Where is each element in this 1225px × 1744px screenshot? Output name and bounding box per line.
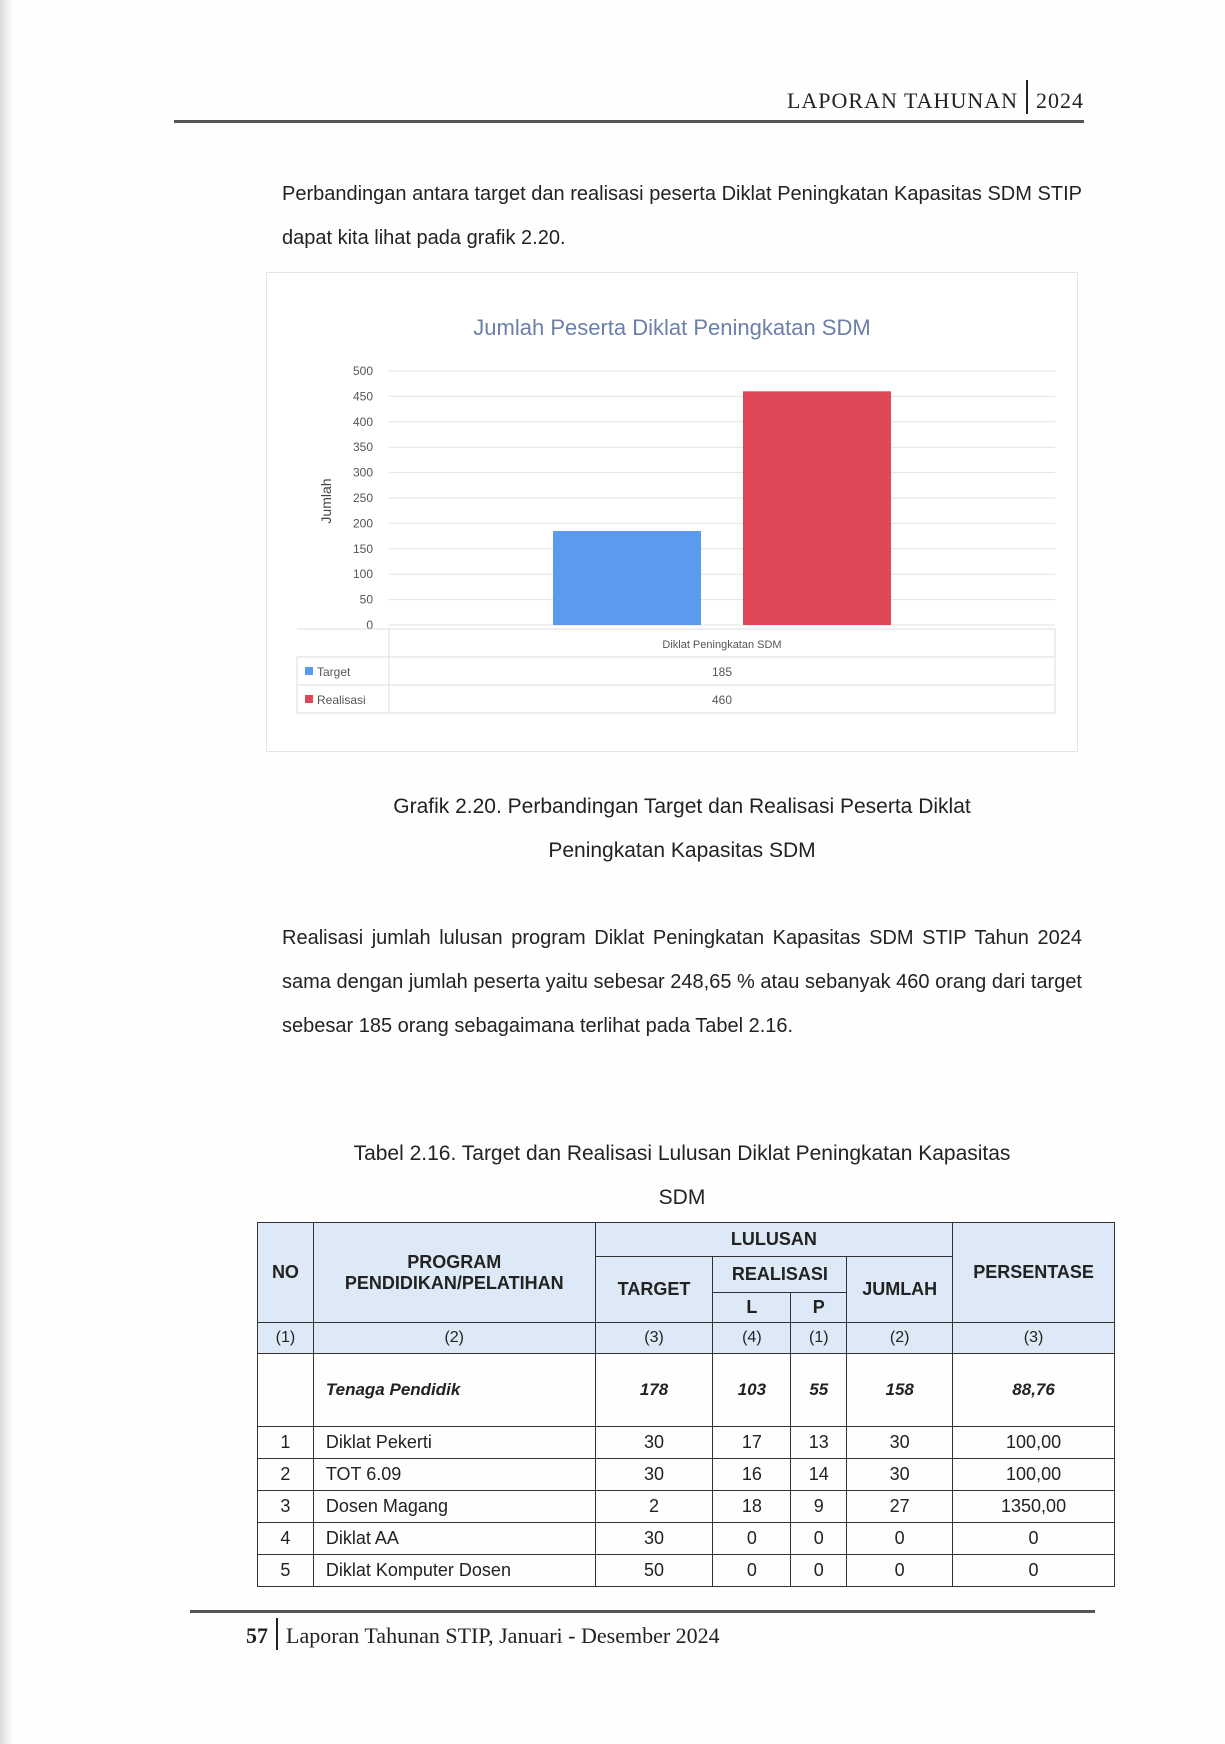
row-l: 0 xyxy=(713,1555,791,1587)
group-persentase: 88,76 xyxy=(953,1354,1115,1427)
header-report-name: LAPORAN TAHUNAN xyxy=(786,88,1018,114)
chart-legend-label: Realisasi xyxy=(317,693,366,707)
index-cell: (3) xyxy=(595,1323,713,1354)
chart-legend-label: Target xyxy=(317,665,351,679)
table-row xyxy=(258,1459,1115,1491)
table-row xyxy=(258,1555,1115,1587)
row-no: 5 xyxy=(258,1555,314,1587)
row-jumlah: 27 xyxy=(847,1491,953,1523)
chart-gridlines xyxy=(389,371,1055,625)
row-l: 18 xyxy=(713,1491,791,1523)
footer-text xyxy=(246,1622,720,1654)
chart-data-table xyxy=(297,629,1055,713)
chart-data-label: 460 xyxy=(711,693,733,707)
chart-y-tick-label: 250 xyxy=(352,491,373,505)
index-cell: (2) xyxy=(313,1323,595,1354)
group-name: Tenaga Pendidik xyxy=(313,1354,595,1427)
header-realisasi: REALISASI xyxy=(713,1257,847,1293)
row-jumlah: 30 xyxy=(847,1459,953,1491)
index-cell: (2) xyxy=(847,1323,953,1354)
chart-y-tick-label: 0 xyxy=(366,618,373,632)
table-caption xyxy=(282,1132,1082,1220)
row-jumlah: 0 xyxy=(847,1555,953,1587)
header-program-line1: PROGRAM xyxy=(407,1251,502,1272)
header-p: P xyxy=(791,1293,847,1323)
chart-data-label: 185 xyxy=(711,665,733,679)
chart-y-tick-label: 100 xyxy=(352,567,373,582)
header-jumlah: JUMLAH xyxy=(847,1257,953,1323)
row-p: 9 xyxy=(791,1491,847,1523)
row-no: 1 xyxy=(258,1427,314,1459)
row-jumlah: 0 xyxy=(847,1523,953,1555)
row-p: 14 xyxy=(791,1459,847,1491)
index-cell: (1) xyxy=(258,1323,314,1354)
header-rule xyxy=(174,120,1084,123)
group-l: 103 xyxy=(713,1354,791,1427)
bar-chart xyxy=(266,272,1078,752)
row-no: 3 xyxy=(258,1491,314,1523)
row-p: 0 xyxy=(791,1555,847,1587)
chart-y-tick-label: 350 xyxy=(352,440,373,455)
row-l: 17 xyxy=(713,1427,791,1459)
footer-separator xyxy=(276,1618,278,1650)
row-no: 2 xyxy=(258,1459,314,1491)
chart-y-tick-label: 150 xyxy=(352,541,373,556)
row-target: 30 xyxy=(595,1523,713,1555)
realisasi-paragraph: Realisasi jumlah lulusan program Diklat Peningkatan Kapasitas SDM STIP Tahun 2024 sama dengan jumlah peserta yaitu sebesar 248,65 % atau sebanyak 460 orang dari target sebesar 185 orang sebagaimana terlihat pada Tabel 2.16. xyxy=(282,927,1082,1037)
header-program xyxy=(313,1223,595,1323)
row-persentase: 0 xyxy=(953,1523,1115,1555)
chart-bar-target xyxy=(553,531,701,625)
lulusan-table xyxy=(257,1222,1115,1587)
row-persentase: 1350,00 xyxy=(953,1491,1115,1523)
chart-y-ticks xyxy=(353,364,373,632)
chart-canvas xyxy=(267,273,1077,751)
group-p: 55 xyxy=(791,1354,847,1427)
chart-category-label: Diklat Peningkatan SDM xyxy=(662,639,782,651)
header-program-line2: PENDIDIKAN/PELATIHAN xyxy=(344,1272,564,1293)
header-l: L xyxy=(713,1293,791,1323)
index-cell: (3) xyxy=(953,1323,1115,1354)
row-program: TOT 6.09 xyxy=(313,1459,595,1491)
chart-y-tick-label: 50 xyxy=(359,592,373,607)
row-program: Diklat Komputer Dosen xyxy=(313,1555,595,1587)
table-row xyxy=(258,1523,1115,1555)
chart-title: Jumlah Peserta Diklat Peningkatan SDM xyxy=(473,315,871,340)
header-target: TARGET xyxy=(595,1257,713,1323)
header-lulusan: LULUSAN xyxy=(595,1223,953,1257)
chart-caption-line1: Grafik 2.20. Perbandingan Target dan Realisasi Peserta Diklat xyxy=(393,795,971,818)
chart-y-tick-label: 500 xyxy=(352,364,373,378)
row-l: 16 xyxy=(713,1459,791,1491)
group-row xyxy=(258,1354,1115,1427)
row-no: 4 xyxy=(258,1523,314,1555)
row-p: 0 xyxy=(791,1523,847,1555)
row-program: Diklat Pekerti xyxy=(313,1427,595,1459)
header-year: 2024 xyxy=(1036,88,1084,114)
chart-caption-line2: Peningkatan Kapasitas SDM xyxy=(548,839,816,862)
row-target: 50 xyxy=(595,1555,713,1587)
row-program: Diklat AA xyxy=(313,1523,595,1555)
page-header xyxy=(174,82,1084,122)
table-caption-line2: SDM xyxy=(658,1186,706,1209)
header-no: NO xyxy=(258,1223,314,1323)
header-separator xyxy=(1026,80,1028,114)
group-jumlah: 158 xyxy=(847,1354,953,1427)
intro-paragraph: Perbandingan antara target dan realisasi peserta Diklat Peningkatan Kapasitas SDM STIP dapat kita lihat pada grafik 2.20. xyxy=(282,183,1082,249)
group-target: 178 xyxy=(595,1354,713,1427)
page-edge-shadow xyxy=(0,0,12,1744)
chart-bars xyxy=(553,391,891,625)
chart-bar-realisasi xyxy=(743,391,891,625)
row-jumlah: 30 xyxy=(847,1427,953,1459)
row-target: 2 xyxy=(595,1491,713,1523)
chart-y-tick-label: 400 xyxy=(352,414,373,429)
chart-y-tick-label: 450 xyxy=(352,389,373,404)
chart-y-tick-label: 300 xyxy=(352,465,373,480)
chart-caption xyxy=(282,785,1082,873)
chart-legend-swatch xyxy=(305,695,313,703)
row-target: 30 xyxy=(595,1459,713,1491)
chart-legend-swatch xyxy=(305,667,313,675)
row-persentase: 100,00 xyxy=(953,1459,1115,1491)
row-persentase: 100,00 xyxy=(953,1427,1115,1459)
chart-y-tick-label: 200 xyxy=(352,516,373,531)
row-target: 30 xyxy=(595,1427,713,1459)
index-cell: (1) xyxy=(791,1323,847,1354)
group-no xyxy=(258,1354,314,1427)
header-persentase: PERSENTASE xyxy=(953,1223,1115,1323)
header-title xyxy=(787,86,1084,120)
row-persentase: 0 xyxy=(953,1555,1115,1587)
table-caption-line1: Tabel 2.16. Target dan Realisasi Lulusan Diklat Peningkatan Kapasitas xyxy=(353,1142,1011,1165)
index-row xyxy=(258,1323,1115,1354)
table-row xyxy=(258,1491,1115,1523)
page-number: 57 xyxy=(246,1623,268,1649)
index-cell: (4) xyxy=(713,1323,791,1354)
row-p: 13 xyxy=(791,1427,847,1459)
footer-rule xyxy=(190,1610,1095,1613)
row-program: Dosen Magang xyxy=(313,1491,595,1523)
row-l: 0 xyxy=(713,1523,791,1555)
footer-report-title: Laporan Tahunan STIP, Januari - Desember 2024 xyxy=(286,1623,720,1649)
chart-y-axis-label: Jumlah xyxy=(318,478,334,524)
table-row xyxy=(258,1427,1115,1459)
